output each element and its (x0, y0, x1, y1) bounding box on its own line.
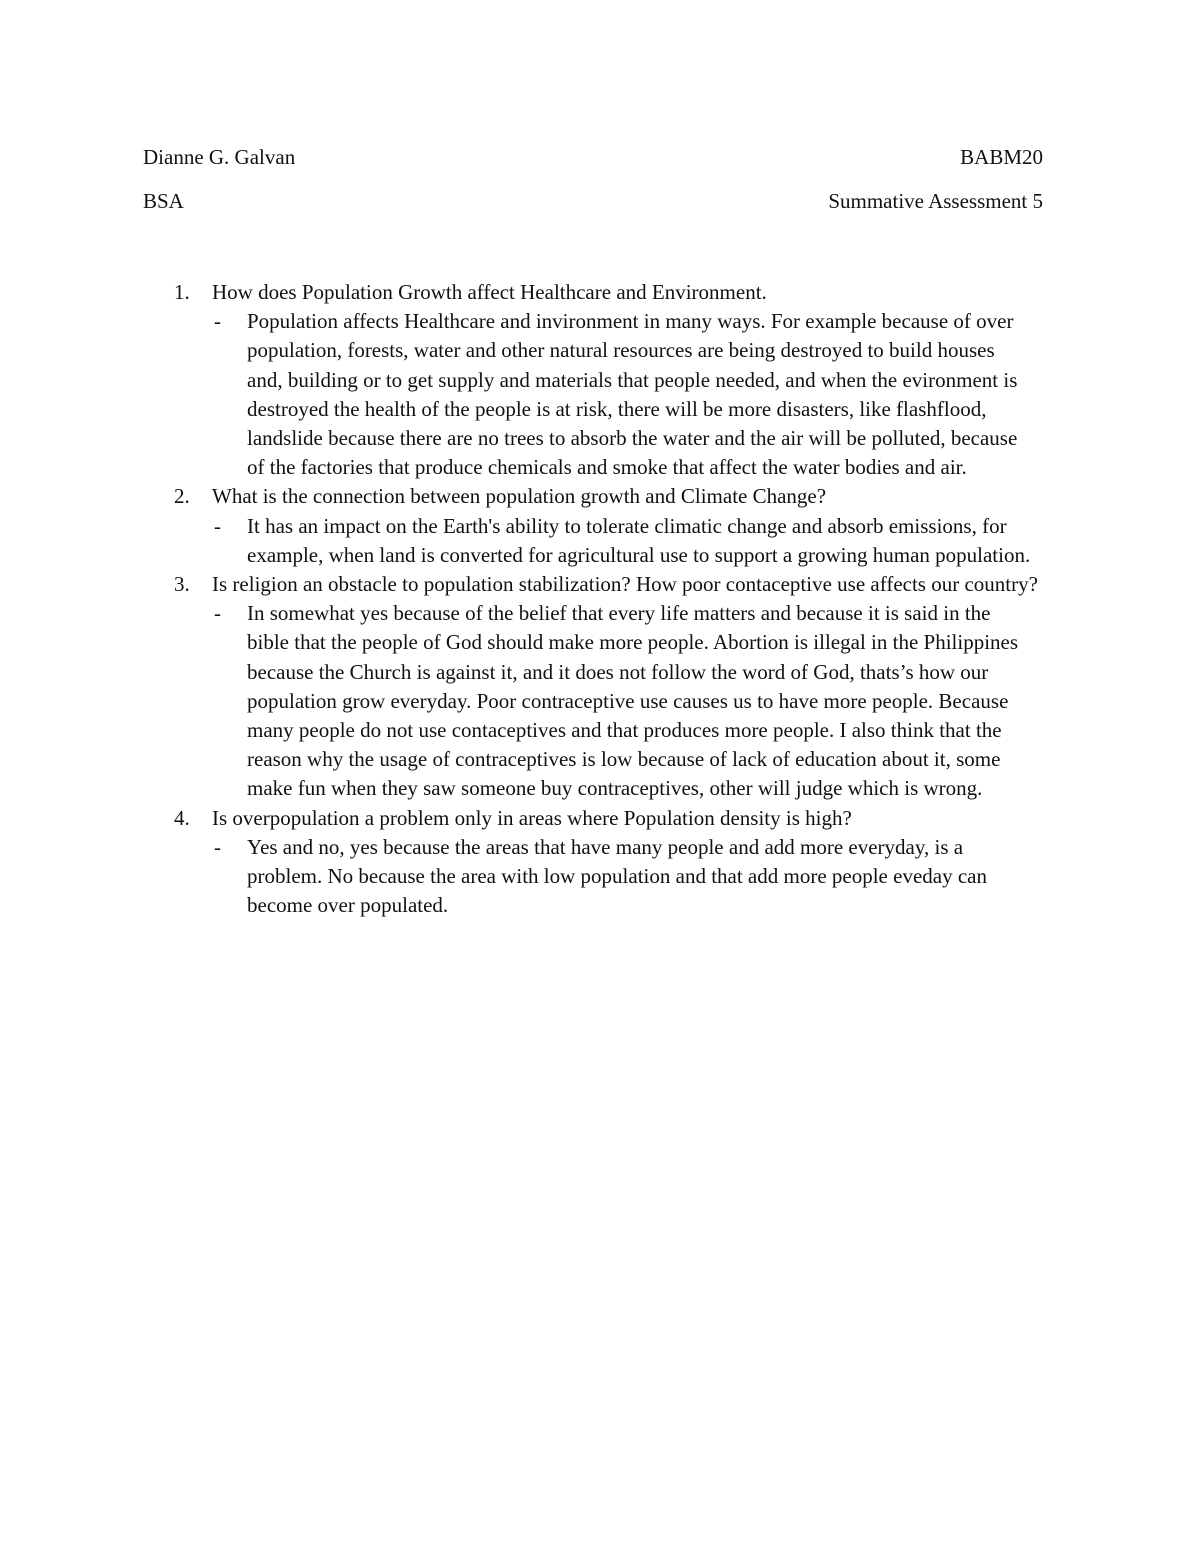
student-name: Dianne G. Galvan (143, 145, 296, 169)
question-item (143, 804, 1063, 921)
question-list (143, 278, 1063, 920)
answer-text: Population affects Healthcare and invironment in many ways. For example because of over population, forests, water and other natural resources are being destroyed to build houses and, building or to get supply and materials that people needed, and when the evironment is destroyed the health of the people is at risk, there will be more disasters, like flashflood, landslide because there are no trees to absorb the water and the air will be polluted, because of the factories that produce chemicals and smoke that affect the water bodies and air. (247, 309, 1018, 480)
answer-bullet: - (214, 513, 221, 538)
answer (212, 512, 1032, 570)
answer (212, 833, 1032, 921)
question-text: What is the connection between population growth and Climate Change? (212, 484, 827, 509)
question-item (143, 278, 1063, 482)
answer (212, 599, 1032, 803)
course-code: BABM20 (960, 145, 1043, 169)
assessment-title: Summative Assessment 5 (828, 189, 1043, 213)
question-text: Is religion an obstacle to population stabilization? How poor contaceptive use affects our country? (212, 572, 1038, 597)
question-text: How does Population Growth affect Healthcare and Environment. (212, 280, 767, 304)
program: BSA (143, 189, 184, 213)
answer-text: In somewhat yes because of the belief that every life matters and because it is said in the bible that the people of God should make more people. Abortion is illegal in the Philippines because the Church is against it, and it does not follow the word of God, thats’s how our population grow everyday. Poor contraceptive use causes us to have more people. Because many people do not use contaceptives and that produces more people. I also think that the reason why the usage of contraceptives is low because of lack of education about it, some make fun when they saw someone buy contraceptives, other will judge which is wrong. (247, 601, 1019, 801)
question-number: 1. (174, 280, 190, 304)
header-row-2 (143, 187, 1043, 216)
answer (212, 307, 1032, 482)
question-item (143, 482, 1063, 570)
question-text: Is overpopulation a problem only in areas where Population density is high? (212, 805, 852, 830)
answer-bullet: - (214, 834, 221, 859)
question-number: 3. (174, 572, 190, 597)
question-number: 2. (174, 484, 190, 509)
answer-bullet: - (214, 601, 221, 626)
answer-text: Yes and no, yes because the areas that have many people and add more everyday, is a problem. No because the area with low population and that add more people eveday can become over populated. (247, 834, 987, 918)
header-row-1 (143, 143, 1043, 172)
question-number: 4. (174, 805, 190, 830)
answer-text: It has an impact on the Earth's ability to tolerate climatic change and absorb emissions, for example, when land is converted for agricultural use to support a growing human population. (247, 513, 1031, 567)
question-item (143, 570, 1063, 804)
answer-bullet: - (214, 309, 221, 334)
